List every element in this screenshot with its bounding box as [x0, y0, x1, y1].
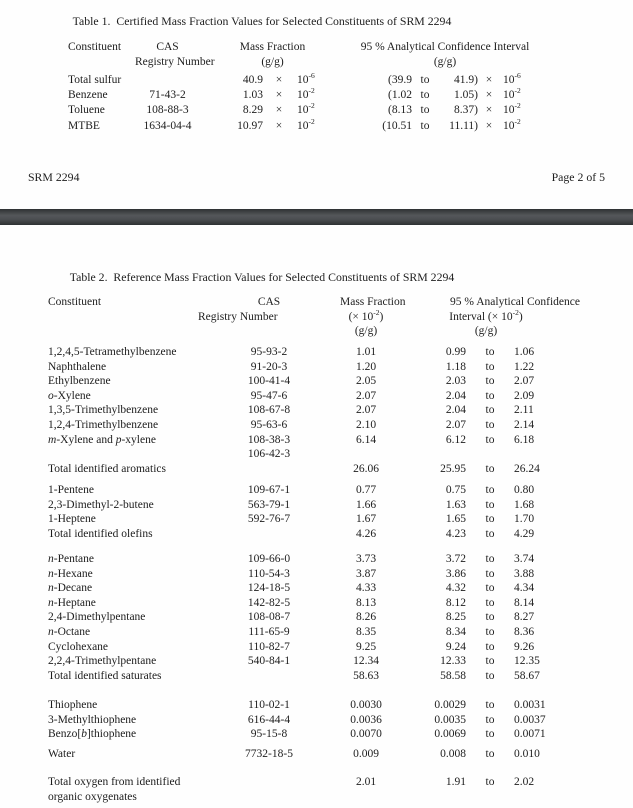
- power-of-ten: $10^{-2}$: [297, 101, 315, 117]
- mass-fraction-value: 2.07: [355, 404, 377, 417]
- page-footer: [28, 170, 605, 185]
- constituent-name: Total identified saturates: [48, 669, 162, 682]
- power-of-ten: $10^{-2}$: [503, 86, 521, 102]
- ci-upper-bound: 9.26: [514, 640, 535, 653]
- page-separator: [0, 209, 633, 225]
- ci-upper-bound: 8.14: [514, 596, 535, 609]
- constituent-name: Total sulfur: [68, 74, 122, 86]
- column-header-mass-fraction: Mass Fraction: [340, 296, 406, 308]
- table-row: [48, 669, 580, 684]
- cas-number: [198, 527, 340, 542]
- mass-fraction-value: 40.9: [242, 74, 263, 86]
- to-word: to: [420, 89, 430, 102]
- table-row: [48, 374, 580, 389]
- ci-lower-bound: 4.23: [445, 527, 466, 540]
- table-row: [48, 567, 580, 582]
- ci-upper-bound: 1.68: [514, 498, 535, 511]
- ci-lower-bound: 8.25: [445, 611, 466, 624]
- mass-fraction-value: 10.97: [237, 119, 263, 132]
- table-row: [68, 119, 545, 134]
- column-header-cas: CAS: [257, 296, 281, 308]
- column-header-mf-units: (g/g): [261, 56, 284, 68]
- table-row: [48, 512, 580, 527]
- constituent-name: 2,2,4-Trimethylpentane: [48, 655, 157, 668]
- mass-fraction-value: 0.77: [355, 484, 377, 496]
- mass-fraction-value: 4.26: [355, 527, 377, 540]
- constituent-name: m-Xylene and p-xylene: [48, 433, 156, 446]
- mass-fraction-value: 8.29: [242, 104, 263, 117]
- ci-lower-bound: [392, 790, 466, 805]
- footer-page-number: Page 2 of 5: [551, 170, 605, 184]
- table-row: [48, 498, 580, 513]
- mass-fraction-value: 2.01: [355, 776, 377, 788]
- constituent-name: Naphthalene: [48, 360, 107, 373]
- ci-upper-bound: 58.67: [514, 669, 540, 682]
- constituent-name: o-Xylene: [48, 389, 91, 402]
- cas-number: 108-38-3: [247, 433, 291, 446]
- mass-fraction-value: 26.06: [353, 462, 379, 475]
- ci-lower-bound: 3.86: [445, 567, 466, 580]
- to-word: to: [485, 513, 495, 526]
- to-word: to: [485, 418, 495, 431]
- ci-upper-bound: 4.29: [514, 527, 535, 540]
- mass-fraction-value: 1.67: [355, 513, 377, 526]
- column-header-ci-units: (g/g): [474, 325, 498, 338]
- constituent-name: 1,2,4-Trimethylbenzene: [48, 418, 159, 431]
- constituent-name: n-Pentane: [48, 553, 94, 565]
- constituent-name: 1-Pentene: [48, 484, 94, 496]
- mass-fraction-value: 2.05: [355, 375, 377, 388]
- multiply-sign: ×: [485, 89, 493, 102]
- table-row: [48, 389, 580, 404]
- table-row: [48, 640, 580, 655]
- table-row: [48, 483, 580, 498]
- cas-number: 91-20-3: [250, 360, 288, 373]
- ci-upper-bound: [514, 790, 580, 805]
- cas-number: [198, 669, 340, 684]
- table-row: [48, 345, 580, 360]
- ci-lower-bound: 0.0035: [434, 713, 466, 726]
- table2-title: Table 2. Reference Mass Fraction Values for Selected Constituents of SRM 2294: [69, 270, 455, 284]
- ci-lower-bound: 1.65: [445, 513, 466, 526]
- pdf-page-2: [0, 0, 633, 209]
- to-word: to: [485, 596, 495, 609]
- ci-upper-bound: 6.18: [514, 433, 535, 446]
- ci-upper-bound: 2.09: [514, 389, 535, 402]
- table-row: [48, 403, 580, 418]
- column-header-cas: CAS: [156, 41, 179, 53]
- ci-upper-bound: 0.80: [514, 484, 535, 496]
- constituent-name: 2,4-Dimethylpentane: [48, 611, 146, 624]
- table-row: [48, 775, 580, 790]
- ci-upper-bound: 1.70: [514, 513, 535, 526]
- ci-lower-bound: (39.9: [388, 74, 412, 86]
- table-row: [48, 581, 580, 596]
- mass-fraction-value: 8.13: [355, 596, 377, 609]
- column-header-registry-number: Registry Number: [198, 310, 278, 323]
- ci-upper-bound: 12.35: [514, 655, 540, 668]
- ci-upper-bound: 0.010: [514, 748, 540, 760]
- power-of-ten: $10^{-2}$: [503, 101, 521, 117]
- to-word: to: [485, 360, 495, 373]
- cas-number: 106-42-3: [247, 448, 291, 461]
- ci-lower-bound: 0.0069: [434, 728, 466, 741]
- pdf-page-3: [0, 225, 633, 808]
- cas-number: 563-79-1: [247, 498, 291, 511]
- ci-lower-bound: 8.34: [445, 625, 466, 638]
- cas-number: 124-18-5: [247, 582, 291, 595]
- column-header-registry-number: Registry Number: [135, 56, 215, 68]
- ci-lower-bound: 25.95: [440, 462, 466, 475]
- cas-number: 95-63-6: [250, 418, 288, 431]
- ci-lower-bound: 12.33: [440, 655, 466, 668]
- to-word: to: [485, 389, 495, 402]
- mass-fraction-value: 12.34: [353, 655, 379, 668]
- mass-fraction-value: 0.009: [353, 748, 379, 760]
- cas-number: 95-93-2: [250, 346, 288, 358]
- multiply-sign: ×: [485, 119, 493, 132]
- ci-upper-bound: [514, 447, 580, 462]
- to-word: [466, 447, 514, 462]
- to-word: to: [485, 484, 495, 496]
- to-word: to: [485, 640, 495, 653]
- to-word: to: [485, 611, 495, 624]
- ci-upper-bound: 1.22: [514, 360, 535, 373]
- mass-fraction-value: 8.35: [355, 625, 377, 638]
- column-header-mf-units: (g/g): [354, 325, 378, 338]
- ci-upper-bound: 8.36: [514, 625, 535, 638]
- to-word: to: [485, 346, 495, 358]
- ci-upper-bound: 3.74: [514, 553, 535, 565]
- mass-fraction-value: 2.10: [355, 418, 377, 431]
- cas-number: 108-88-3: [146, 104, 189, 117]
- table-row: [68, 88, 545, 103]
- ci-lower-bound: (8.13: [388, 104, 412, 117]
- cas-number: 111-65-9: [248, 625, 290, 638]
- ci-lower-bound: 0.0029: [434, 699, 466, 711]
- cas-number: [198, 775, 340, 790]
- to-word: to: [485, 699, 495, 711]
- mass-fraction-value: 0.0070: [350, 728, 382, 741]
- cas-number: [198, 462, 340, 477]
- table-row: [48, 552, 580, 567]
- column-header-confidence-interval: 95 % Analytical Confidence Interval: [360, 41, 530, 53]
- constituent-name: Thiophene: [48, 699, 98, 711]
- ci-lower-bound: 2.04: [445, 404, 466, 417]
- constituent-name: n-Decane: [48, 582, 93, 595]
- table-row: [48, 596, 580, 611]
- constituent-name: 2,3-Dimethyl-2-butene: [48, 498, 154, 511]
- constituent-name: 1-Heptene: [48, 513, 96, 526]
- multiply-sign: ×: [275, 74, 283, 86]
- mass-fraction-value: 1.20: [355, 360, 377, 373]
- reference-table-olefins-section: [48, 483, 580, 541]
- to-word: [466, 790, 514, 805]
- table-row: [48, 610, 580, 625]
- mass-fraction-value: 4.33: [355, 582, 377, 595]
- ci-upper-bound: 0.0037: [514, 713, 546, 726]
- ci-upper-bound: 1.06: [514, 346, 535, 358]
- ci-upper-bound: 4.34: [514, 582, 535, 595]
- cas-number: 540-84-1: [247, 655, 291, 668]
- cas-number: 95-47-6: [250, 389, 288, 402]
- cas-number: 95-15-8: [250, 728, 288, 741]
- table-row: [48, 747, 580, 762]
- cas-number: 7732-18-5: [245, 748, 293, 760]
- ci-upper-bound: 41.9): [454, 74, 478, 86]
- cas-number: 109-67-1: [247, 484, 291, 496]
- reference-table-aromatics-section: [48, 345, 580, 476]
- table-row: [48, 625, 580, 640]
- table1-header-row-2: [68, 55, 545, 70]
- to-word: to: [485, 655, 495, 668]
- table-row: [48, 713, 580, 728]
- reference-table-water-section: [48, 747, 580, 762]
- ci-lower-bound: 3.72: [445, 553, 466, 565]
- cas-number: [198, 790, 340, 805]
- ci-lower-bound: 1.18: [445, 360, 466, 373]
- ci-upper-bound: 8.27: [514, 611, 535, 624]
- power-of-ten: $10^{-6}$: [297, 71, 315, 86]
- table2-header-row-1: [48, 295, 580, 310]
- mass-fraction-value: 0.0030: [350, 699, 382, 711]
- mass-fraction-value: [340, 790, 392, 805]
- certified-values-table: [68, 73, 545, 134]
- column-header-mass-fraction: Mass Fraction: [239, 41, 306, 53]
- mass-fraction-value: 1.66: [355, 498, 377, 511]
- ci-lower-bound: (1.02: [388, 89, 412, 102]
- to-word: to: [420, 74, 430, 86]
- ci-lower-bound: 0.99: [445, 346, 466, 358]
- to-word: to: [485, 462, 495, 475]
- cas-number: 1634-04-4: [143, 119, 192, 132]
- table-row: [48, 433, 580, 448]
- ci-lower-bound: 0.008: [440, 748, 466, 760]
- to-word: to: [485, 776, 495, 788]
- ci-lower-bound: (10.51: [382, 119, 412, 132]
- constituent-name: Water: [48, 748, 76, 760]
- table-row: [48, 447, 580, 462]
- ci-upper-bound: 2.02: [514, 776, 535, 788]
- ci-lower-bound: [392, 447, 466, 462]
- power-of-ten: $10^{-2}$: [503, 116, 521, 132]
- to-word: to: [485, 713, 495, 726]
- multiply-sign: ×: [275, 119, 283, 132]
- mass-fraction-value: 9.25: [355, 640, 377, 653]
- cas-number: 109-66-0: [247, 553, 291, 565]
- multiply-sign: ×: [485, 104, 493, 117]
- constituent-name: Total identified aromatics: [48, 462, 166, 475]
- ci-upper-bound: 0.0031: [514, 699, 546, 711]
- table-row: [48, 698, 580, 713]
- mass-fraction-value: 1.03: [242, 89, 263, 102]
- table-row: [48, 654, 580, 669]
- table1-header-row-1: [68, 40, 545, 55]
- ci-lower-bound: 9.24: [445, 640, 466, 653]
- to-word: to: [485, 669, 495, 682]
- table-row: [48, 462, 580, 477]
- ci-lower-bound: 6.12: [445, 433, 466, 446]
- to-word: to: [485, 527, 495, 540]
- reference-table-oxygenates-section: [48, 775, 580, 804]
- cas-number: 108-67-8: [247, 404, 291, 417]
- cas-number: 142-82-5: [247, 596, 291, 609]
- mass-fraction-value: [340, 447, 392, 462]
- table1-title: Table 1. Certified Mass Fraction Values for Selected Constituents of SRM 2294: [72, 14, 452, 28]
- table-row: [68, 73, 545, 88]
- footer-doc-id: SRM 2294: [28, 170, 80, 184]
- constituent-name: Total identified olefins: [48, 527, 153, 540]
- constituent-name: Benzene: [68, 89, 108, 102]
- cas-number: 108-08-7: [247, 611, 291, 624]
- ci-upper-bound: 11.11): [449, 119, 478, 132]
- mass-fraction-value: 0.0036: [350, 713, 382, 726]
- ci-lower-bound: 0.75: [445, 484, 466, 496]
- to-word: to: [420, 119, 430, 132]
- cas-number: 110-54-3: [248, 567, 290, 580]
- constituent-name: Toluene: [68, 104, 105, 117]
- cas-number: 71-43-2: [149, 89, 186, 102]
- mass-fraction-value: 3.87: [355, 567, 377, 580]
- table-row: [68, 103, 545, 118]
- column-header-constituent: Constituent: [68, 41, 122, 53]
- to-word: to: [485, 404, 495, 417]
- to-word: to: [485, 553, 495, 565]
- mass-fraction-value: 58.63: [353, 669, 379, 682]
- ci-upper-bound: 2.11: [514, 404, 534, 417]
- ci-upper-bound: 3.88: [514, 567, 535, 580]
- to-word: to: [485, 498, 495, 511]
- column-header-confidence-interval: 95 % Analytical Confidence: [450, 296, 580, 308]
- ci-lower-bound: 1.63: [445, 498, 466, 511]
- power-of-ten: $10^{-2}$: [297, 86, 315, 102]
- to-word: to: [485, 728, 495, 741]
- ci-upper-bound: 2.07: [514, 375, 535, 388]
- table-row: [48, 790, 580, 805]
- constituent-name: MTBE: [68, 119, 100, 132]
- constituent-name: n-Octane: [48, 625, 91, 638]
- to-word: to: [485, 433, 495, 446]
- ci-upper-bound: 8.37): [454, 104, 478, 117]
- ci-lower-bound: 1.91: [445, 776, 466, 788]
- mass-fraction-value: 3.73: [355, 553, 377, 565]
- ci-lower-bound: 2.03: [445, 375, 466, 388]
- cas-number: 110-02-1: [248, 699, 290, 711]
- reference-values-table-header: [48, 295, 580, 339]
- reference-table-saturates-section: [48, 552, 580, 683]
- to-word: to: [485, 582, 495, 595]
- constituent-name: Total oxygen from identified: [48, 776, 181, 788]
- to-word: to: [485, 748, 495, 760]
- column-header-ci-units: (g/g): [433, 56, 457, 68]
- mass-fraction-value: 6.14: [355, 433, 377, 446]
- column-header-constituent: Constituent: [48, 296, 102, 308]
- multiply-sign: ×: [485, 74, 493, 86]
- ci-upper-bound: 2.14: [514, 418, 535, 431]
- cas-number: 110-82-7: [248, 640, 290, 653]
- constituent-name: organic oxygenates: [48, 790, 137, 803]
- ci-upper-bound: 0.0071: [514, 728, 546, 741]
- constituent-name: n-Hexane: [48, 567, 93, 580]
- to-word: to: [485, 375, 495, 388]
- power-of-ten: $10^{-2}$: [297, 116, 315, 132]
- ci-lower-bound: 2.04: [445, 389, 466, 402]
- ci-lower-bound: 58.58: [440, 669, 466, 682]
- to-word: to: [485, 567, 495, 580]
- multiply-sign: ×: [275, 104, 283, 117]
- multiply-sign: ×: [275, 89, 283, 102]
- constituent-name: Ethylbenzene: [48, 375, 111, 388]
- cas-number: [135, 73, 200, 88]
- ci-lower-bound: 8.12: [445, 596, 466, 609]
- cas-number: 616-44-4: [247, 713, 291, 726]
- table-row: [48, 727, 580, 742]
- cas-number: 592-76-7: [247, 513, 291, 526]
- table-row: [48, 360, 580, 375]
- to-word: to: [485, 625, 495, 638]
- mass-fraction-value: 1.01: [355, 346, 377, 358]
- constituent-name: 1,2,4,5-Tetramethylbenzene: [48, 346, 177, 358]
- ci-lower-bound: 4.32: [445, 582, 466, 595]
- certified-values-table-header: [68, 40, 545, 70]
- constituent-name: Benzo[b]thiophene: [48, 728, 137, 741]
- mass-fraction-value: 8.26: [355, 611, 377, 624]
- power-of-ten: $10^{-6}$: [503, 71, 521, 86]
- column-header-ci-scale: Interval (× $10^{-2}$): [449, 307, 523, 323]
- table-row: [48, 418, 580, 433]
- constituent-name: 1,3,5-Trimethylbenzene: [48, 404, 159, 417]
- reference-table-sulfur-section: [48, 698, 580, 742]
- constituent-name: [48, 447, 198, 462]
- ci-upper-bound: 1.05): [454, 89, 478, 102]
- constituent-name: Cyclohexane: [48, 640, 109, 653]
- constituent-name: 3-Methylthiophene: [48, 713, 137, 726]
- ci-upper-bound: 26.24: [514, 462, 540, 475]
- constituent-name: n-Heptane: [48, 596, 96, 609]
- ci-lower-bound: 2.07: [445, 418, 466, 431]
- column-header-mf-scale: (× $10^{-2}$): [348, 307, 384, 323]
- cas-number: 100-41-4: [247, 375, 291, 388]
- to-word: to: [420, 104, 430, 117]
- mass-fraction-value: 2.07: [355, 389, 377, 402]
- table-row: [48, 527, 580, 542]
